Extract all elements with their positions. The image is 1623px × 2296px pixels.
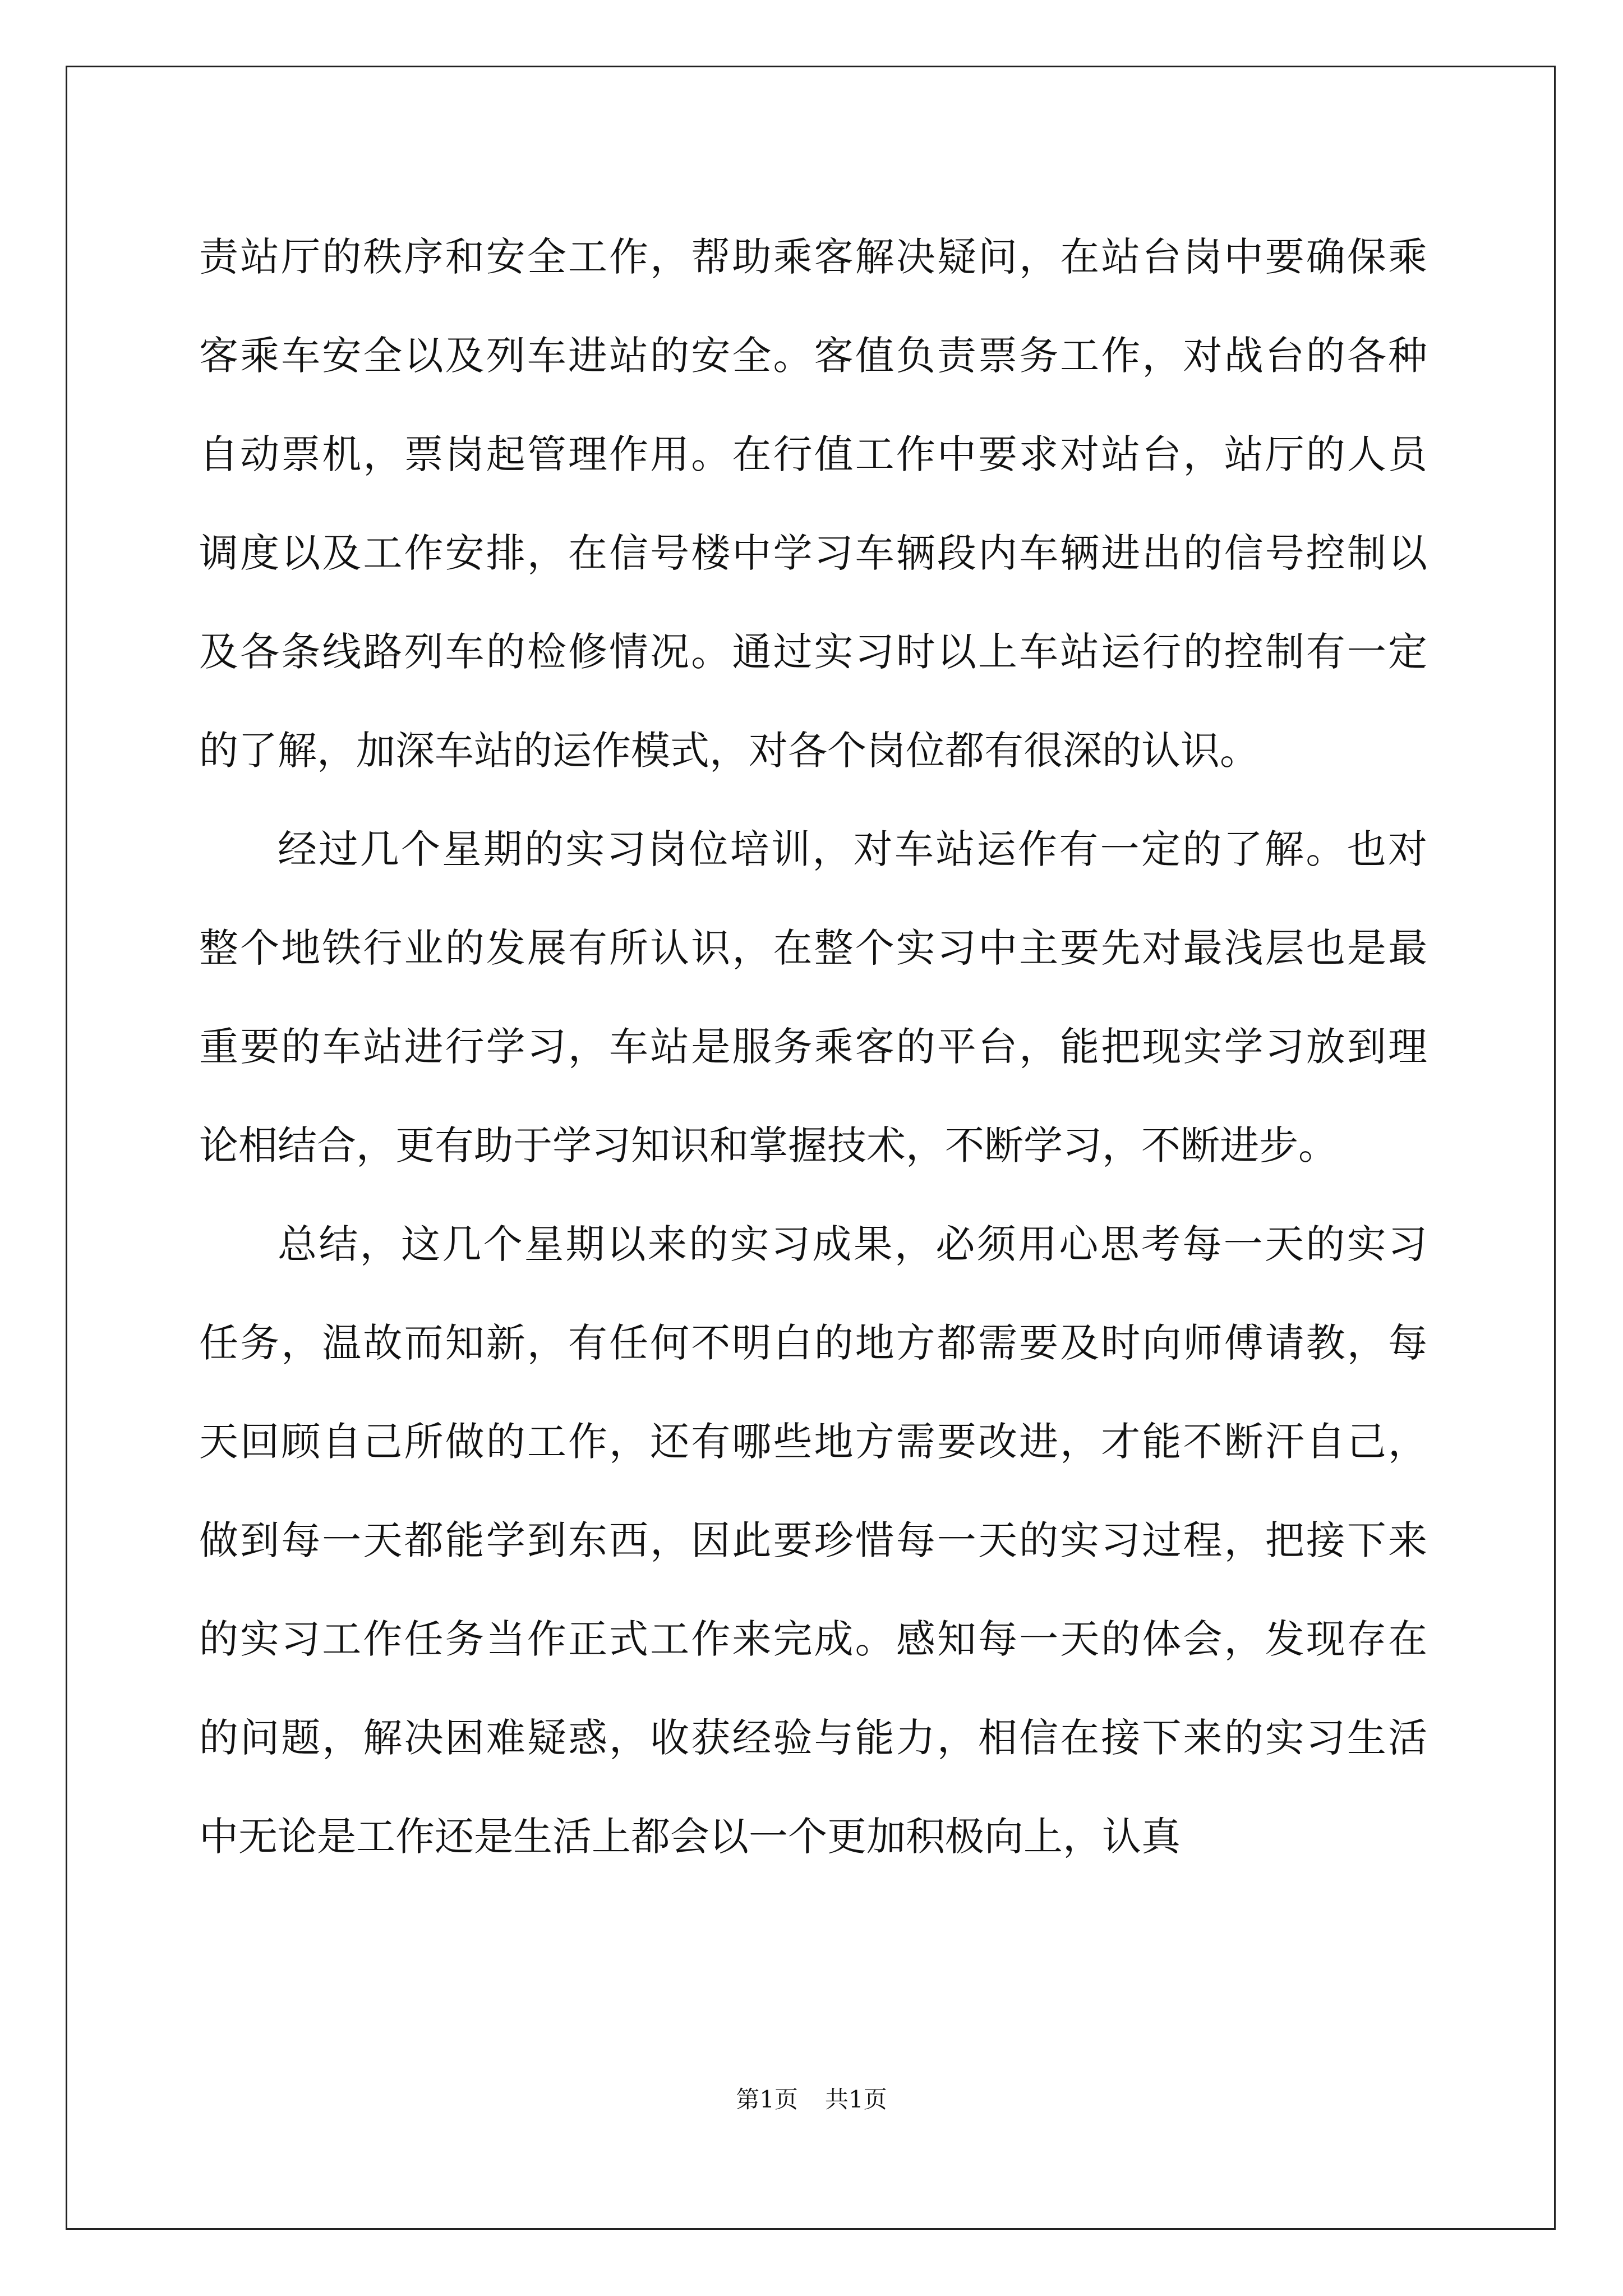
page-current: 第1页 — [736, 2086, 798, 2113]
text-line: 任务，温故而知新，有任何不明白的地方都需要及时向师傅请教，每 — [199, 1320, 1427, 1366]
text-line: 整个地铁行业的发展有所认识，在整个实习中主要先对最浅层也是最 — [199, 925, 1427, 971]
page-footer — [0, 2084, 1623, 2115]
text-line: 调度以及工作安排，在信号楼中学习车辆段内车辆进出的信号控制以 — [199, 530, 1427, 576]
text-line: 论相结合，更有助于学习知识和掌握技术，不断学习，不断进步。 — [199, 1122, 1338, 1168]
text-line: 做到每一天都能学到东西，因此要珍惜每一天的实习过程，把接下来 — [199, 1517, 1427, 1563]
paragraph-first-line: 经过几个星期的实习岗位培训，对车站运作有一定的了解。也对 — [278, 826, 1427, 872]
text-line: 中无论是工作还是生活上都会以一个更加积极向上，认真 — [199, 1814, 1181, 1860]
page-total: 共1页 — [825, 2086, 887, 2113]
text-line: 责站厅的秩序和安全工作，帮助乘客解决疑问，在站台岗中要确保乘 — [199, 234, 1427, 280]
document-body — [199, 208, 1427, 1886]
text-line: 自动票机，票岗起管理作用。在行值工作中要求对站台，站厅的人员 — [199, 431, 1427, 477]
text-line: 天回顾自己所做的工作，还有哪些地方需要改进，才能不断汗自己， — [199, 1419, 1427, 1465]
text-line: 的实习工作任务当作正式工作来完成。感知每一天的体会，发现存在 — [199, 1616, 1427, 1662]
text-line: 及各条线路列车的检修情况。通过实习时以上车站运行的控制有一定 — [199, 629, 1427, 675]
paragraph-first-line: 总结，这几个星期以来的实习成果，必须用心思考每一天的实习 — [278, 1221, 1427, 1267]
text-line: 客乘车安全以及列车进站的安全。客值负责票务工作，对战台的各种 — [199, 333, 1427, 379]
text-line: 的问题，解决困难疑惑，收获经验与能力，相信在接下来的实习生活 — [199, 1715, 1427, 1761]
text-line: 重要的车站进行学习，车站是服务乘客的平台，能把现实学习放到理 — [199, 1024, 1427, 1070]
text-line: 的了解，加深车站的运作模式，对各个岗位都有很深的认识。 — [199, 728, 1259, 774]
